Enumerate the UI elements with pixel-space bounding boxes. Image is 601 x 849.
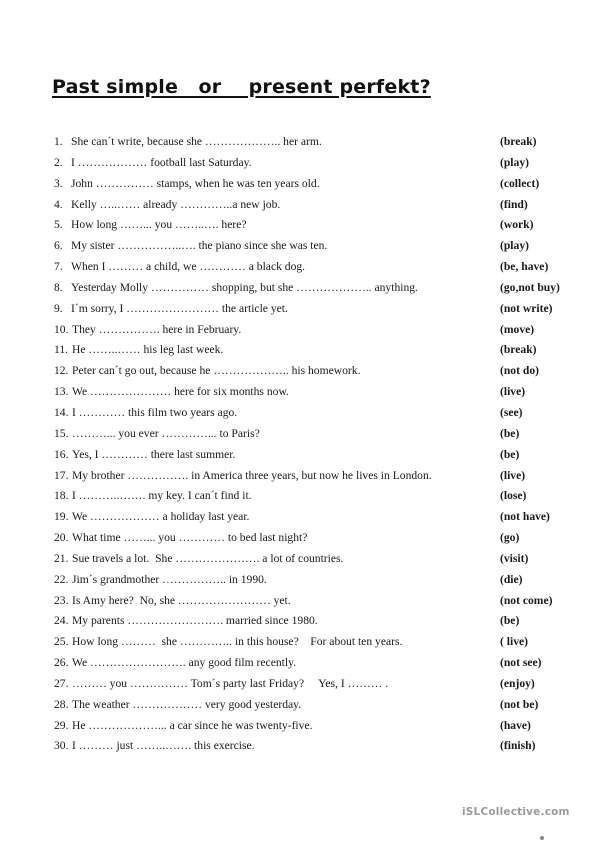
exercise-verb-hint: (not see) xyxy=(500,656,542,670)
exercise-sentence: Yes, I ………… there last summer. xyxy=(72,447,236,461)
exercise-row xyxy=(0,716,601,737)
exercise-verb-hint: (break) xyxy=(500,343,537,357)
exercise-number: 24. xyxy=(54,614,69,628)
exercise-number: 11. xyxy=(54,343,69,357)
exercise-row xyxy=(0,174,601,195)
exercise-number: 17. xyxy=(54,468,69,482)
exercise-sentence: We ……………… a holiday last year. xyxy=(72,510,250,524)
exercise-verb-hint: (finish) xyxy=(500,739,536,753)
islcollective-watermark: iSLCollective.com xyxy=(462,806,570,818)
exercise-verb-hint: (see) xyxy=(500,405,523,419)
exercise-sentence: When I ……… a child, we ………… a black dog. xyxy=(71,260,306,274)
exercise-verb-hint: (visit) xyxy=(500,551,529,565)
exercise-row xyxy=(0,695,601,716)
exercise-row xyxy=(0,215,601,236)
exercise-row xyxy=(0,236,601,257)
exercise-verb-hint: (not be) xyxy=(500,697,539,711)
exercise-number: 14. xyxy=(54,405,69,419)
exercise-verb-hint: (go) xyxy=(500,531,520,545)
exercise-row xyxy=(0,736,601,757)
exercise-number: 15. xyxy=(54,426,69,440)
exercise-row xyxy=(0,424,601,445)
exercise-number: 28. xyxy=(54,697,69,711)
exercise-verb-hint: (play) xyxy=(500,155,529,169)
exercise-number: 29. xyxy=(54,718,69,732)
exercise-sentence: I ………… this film two years ago. xyxy=(72,405,238,419)
exercise-number: 1. xyxy=(54,135,63,148)
exercise-number: 25. xyxy=(54,635,69,649)
exercise-verb-hint: (break) xyxy=(500,135,537,148)
exercise-sentence: Is Amy here? No, she …………………… yet. xyxy=(72,593,291,607)
exercise-row xyxy=(0,257,601,278)
exercise-row xyxy=(0,320,601,341)
exercise-sentence: They ……………. here in February. xyxy=(72,322,242,336)
exercise-verb-hint: (work) xyxy=(500,218,534,232)
exercise-sentence: How long ……… she ………….. in this house? For about ten years. xyxy=(72,635,403,649)
exercise-number: 23. xyxy=(54,593,69,607)
exercise-number: 3. xyxy=(54,176,63,190)
exercise-sentence: We ………………… here for six months now. xyxy=(72,385,289,399)
exercise-number: 5. xyxy=(54,218,63,232)
exercise-sentence: He ……..…… his leg last week. xyxy=(72,343,224,357)
exercise-verb-hint: (be) xyxy=(500,447,520,461)
exercise-row xyxy=(0,195,601,216)
exercise-number: 7. xyxy=(54,260,63,274)
exercise-number: 13. xyxy=(54,385,69,399)
exercise-verb-hint: (collect) xyxy=(500,176,540,190)
exercise-row xyxy=(0,132,601,153)
exercise-verb-hint: (lose) xyxy=(500,489,527,503)
exercise-row xyxy=(0,486,601,507)
exercise-sentence: John …………… stamps, when he was ten years old. xyxy=(71,176,320,190)
exercise-number: 20. xyxy=(54,531,69,545)
exercise-sentence: Peter can´t go out, because he ……………….. his homework. xyxy=(72,364,361,378)
exercise-row xyxy=(0,632,601,653)
exercise-sentence: He ………………... a car since he was twenty-five. xyxy=(72,718,313,732)
exercise-row xyxy=(0,153,601,174)
exercise-number: 19. xyxy=(54,510,69,524)
exercise-row xyxy=(0,382,601,403)
exercise-number: 27. xyxy=(54,676,69,690)
exercise-sentence: She can´t write, because she ……………….. her arm. xyxy=(71,135,322,148)
exercise-sentence: How long ……... you ……..…. here? xyxy=(71,218,247,232)
exercise-row xyxy=(0,445,601,466)
exercise-sentence: What time ……... you ………… to bed last night? xyxy=(72,531,308,545)
worksheet-title: Past simple or present perfekt? xyxy=(52,76,431,98)
exercise-sentence: I´m sorry, I …………………… the article yet. xyxy=(71,301,288,315)
exercise-verb-hint: (enjoy) xyxy=(500,676,535,690)
exercise-number: 8. xyxy=(54,280,63,294)
exercise-number: 2. xyxy=(54,155,63,169)
exercise-row xyxy=(0,570,601,591)
exercise-row xyxy=(0,611,601,632)
exercise-sentence: My parents ……………………. married since 1980. xyxy=(72,614,318,628)
exercise-row xyxy=(0,507,601,528)
exercise-verb-hint: (not have) xyxy=(500,510,550,524)
exercise-verb-hint: (die) xyxy=(500,572,523,586)
exercise-verb-hint: (be, have) xyxy=(500,260,549,274)
exercise-verb-hint: (not do) xyxy=(500,364,539,378)
exercise-row xyxy=(0,653,601,674)
exercise-row xyxy=(0,361,601,382)
exercise-sentence: ………... you ever …………... to Paris? xyxy=(72,426,260,440)
exercise-sentence: Sue travels a lot. She …………………. a lot of countries. xyxy=(72,551,344,565)
exercise-number: 18. xyxy=(54,489,69,503)
exercise-sentence: I ……………… football last Saturday. xyxy=(71,155,252,169)
exercise-verb-hint: (not write) xyxy=(500,301,553,315)
exercise-verb-hint: (find) xyxy=(500,197,528,211)
exercise-number: 6. xyxy=(54,239,63,253)
exercise-row xyxy=(0,403,601,424)
exercise-number: 4. xyxy=(54,197,63,211)
exercise-sentence: I ………..……. my key. I can´t find it. xyxy=(72,489,252,503)
exercise-sentence: My brother ……………. in America three years, but now he lives in London. xyxy=(72,468,432,482)
exercise-verb-hint: ( live) xyxy=(500,635,529,649)
exercise-row xyxy=(0,466,601,487)
exercise-sentence: Yesterday Molly …………… shopping, but she ……………….. anything. xyxy=(71,280,418,294)
exercise-sentence: Kelly …..…… already …………..a new job. xyxy=(71,197,281,211)
exercise-sentence: We ……………………. any good film recently. xyxy=(72,656,297,670)
exercise-verb-hint: (go,not buy) xyxy=(500,280,560,294)
exercise-verb-hint: (be) xyxy=(500,426,520,440)
exercise-row xyxy=(0,278,601,299)
exercise-sentence: My sister ……………..…. the piano since she was ten. xyxy=(71,239,328,253)
exercise-row xyxy=(0,549,601,570)
exercise-number: 21. xyxy=(54,551,69,565)
exercise-number: 9. xyxy=(54,301,63,315)
exercise-verb-hint: (live) xyxy=(500,385,526,399)
exercise-row xyxy=(0,299,601,320)
exercise-list xyxy=(0,132,601,757)
exercise-number: 26. xyxy=(54,656,69,670)
exercise-verb-hint: (be) xyxy=(500,614,520,628)
exercise-number: 10. xyxy=(54,322,69,336)
exercise-verb-hint: (play) xyxy=(500,239,529,253)
exercise-verb-hint: (live) xyxy=(500,468,526,482)
exercise-number: 30. xyxy=(54,739,69,753)
exercise-sentence: ……… you …………… Tom´s party last Friday? Yes, I ……… . xyxy=(72,676,389,690)
exercise-row xyxy=(0,591,601,612)
exercise-verb-hint: (move) xyxy=(500,322,535,336)
exercise-number: 22. xyxy=(54,572,69,586)
exercise-verb-hint: (have) xyxy=(500,718,531,732)
exercise-number: 12. xyxy=(54,364,69,378)
exercise-verb-hint: (not come) xyxy=(500,593,553,607)
exercise-number: 16. xyxy=(54,447,69,461)
exercise-row xyxy=(0,528,601,549)
page-dot-mark xyxy=(540,836,544,840)
exercise-sentence: The weather ……………… very good yesterday. xyxy=(72,697,302,711)
exercise-sentence: I ……… just ……..……. this exercise. xyxy=(72,739,255,753)
exercise-sentence: Jim´s grandmother …………….. in 1990. xyxy=(72,572,267,586)
exercise-row xyxy=(0,674,601,695)
exercise-row xyxy=(0,340,601,361)
